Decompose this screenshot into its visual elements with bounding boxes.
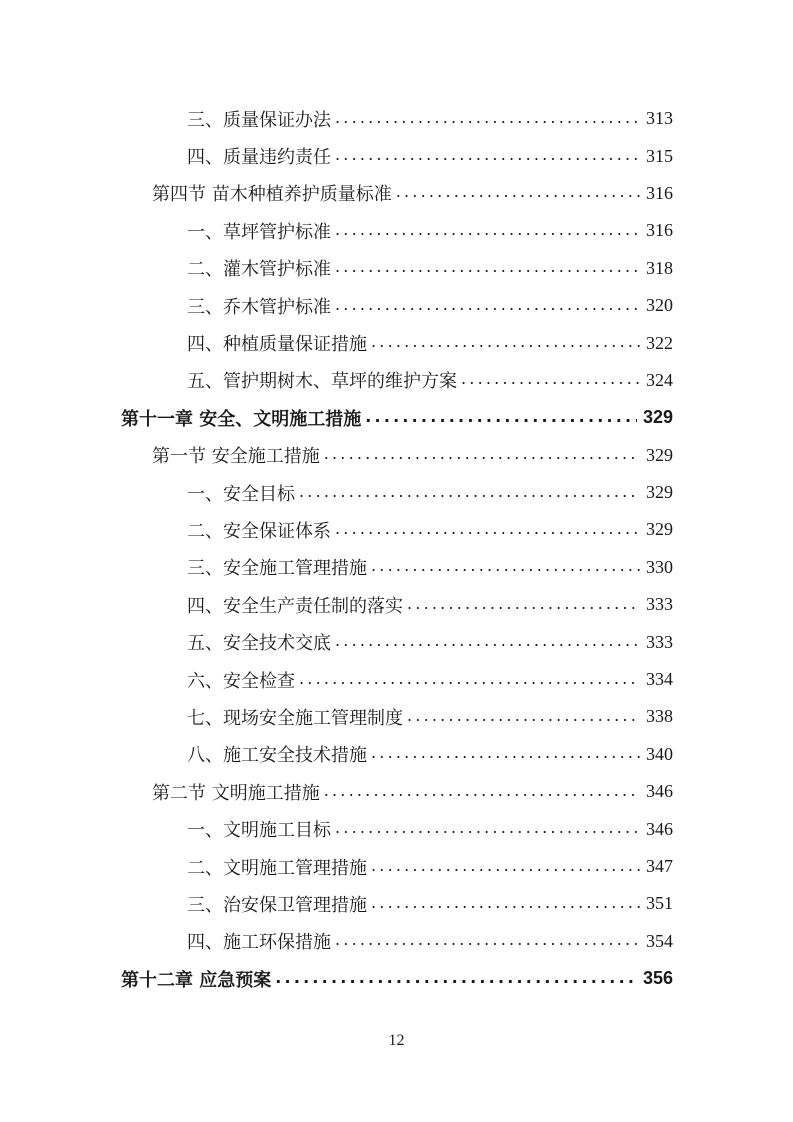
- toc-dot-leader: [275, 970, 637, 988]
- toc-entry-title: 一、安全目标: [187, 483, 295, 505]
- page-number: 12: [388, 1032, 405, 1049]
- toc-entry-page: 340: [646, 743, 673, 764]
- toc-dot-leader: [324, 783, 640, 801]
- toc-dot-leader: [335, 521, 640, 539]
- toc-dot-leader: [396, 184, 640, 202]
- toc-entry-page: 330: [646, 556, 673, 577]
- toc-entry-page: 334: [646, 669, 673, 690]
- toc-dot-leader: [324, 446, 640, 464]
- toc-entry-title: 三、治安保卫管理措施: [187, 894, 367, 916]
- toc-entry-title: 一、草坪管护标准: [187, 221, 331, 243]
- toc-entry-title: 四、施工环保措施: [187, 932, 331, 954]
- toc-entry-title: 第十二章 应急预案: [121, 969, 272, 991]
- toc-dot-leader: [371, 895, 640, 913]
- toc-dot-leader: [335, 110, 640, 128]
- toc-entry-title: 五、管护期树木、草坪的维护方案: [187, 371, 457, 393]
- toc-entry-page: 315: [646, 145, 673, 166]
- toc-entry-title: 六、安全检查: [187, 670, 295, 692]
- toc-entry-page: 320: [646, 295, 673, 316]
- toc-entry[interactable]: [0, 623, 793, 660]
- toc-entry-page: 329: [646, 444, 673, 465]
- toc-entry[interactable]: [0, 399, 793, 436]
- toc-dot-leader: [407, 596, 640, 614]
- table-of-contents: [0, 100, 793, 997]
- toc-entry-title: 七、现场安全施工管理制度: [187, 707, 403, 729]
- toc-entry[interactable]: [0, 810, 793, 847]
- toc-dot-leader: [335, 932, 640, 950]
- toc-entry[interactable]: [0, 661, 793, 698]
- toc-dot-leader: [299, 671, 640, 689]
- toc-dot-leader: [335, 820, 640, 838]
- toc-entry-page: 346: [646, 818, 673, 839]
- toc-entry-page: 316: [646, 220, 673, 241]
- toc-entry[interactable]: [0, 287, 793, 324]
- toc-dot-leader: [335, 297, 640, 315]
- toc-entry[interactable]: [0, 960, 793, 997]
- toc-entry-title: 一、文明施工目标: [187, 820, 331, 842]
- toc-entry[interactable]: [0, 324, 793, 361]
- toc-entry-title: 三、乔木管护标准: [187, 296, 331, 318]
- toc-dot-leader: [407, 708, 640, 726]
- toc-entry[interactable]: [0, 586, 793, 623]
- toc-dot-leader: [335, 259, 640, 277]
- toc-entry[interactable]: [0, 362, 793, 399]
- toc-entry-title: 第十一章 安全、文明施工措施: [121, 408, 362, 430]
- toc-dot-leader: [371, 745, 640, 763]
- toc-entry-page: 329: [642, 407, 673, 428]
- toc-entry-page: 338: [646, 706, 673, 727]
- toc-entry-page: 347: [646, 856, 673, 876]
- toc-entry[interactable]: [0, 736, 793, 773]
- toc-entry-page: 316: [646, 182, 673, 203]
- toc-entry[interactable]: [0, 212, 793, 249]
- toc-dot-leader: [371, 334, 640, 352]
- toc-dot-leader: [371, 558, 640, 576]
- toc-entry[interactable]: [0, 773, 793, 810]
- toc-entry-page: 324: [646, 369, 673, 390]
- toc-entry-page: 329: [646, 519, 673, 540]
- toc-entry-page: 313: [646, 108, 673, 129]
- toc-entry-title: 五、安全技术交底: [187, 633, 331, 655]
- toc-entry-page: 318: [646, 257, 673, 278]
- toc-entry[interactable]: [0, 848, 793, 885]
- toc-entry-page: 346: [646, 781, 673, 802]
- toc-entry[interactable]: [0, 885, 793, 922]
- toc-entry-title: 第一节 安全施工措施: [152, 446, 320, 468]
- toc-entry-title: 第二节 文明施工措施: [152, 782, 320, 804]
- toc-dot-leader: [365, 409, 637, 427]
- toc-dot-leader: [335, 222, 640, 240]
- toc-entry[interactable]: [0, 923, 793, 960]
- toc-entry-page: 354: [646, 930, 673, 951]
- toc-entry-page: 351: [646, 893, 673, 914]
- toc-entry-title: 二、安全保证体系: [187, 520, 331, 542]
- toc-dot-leader: [461, 371, 640, 389]
- toc-entry-title: 四、种植质量保证措施: [187, 334, 367, 356]
- toc-entry-title: 三、质量保证办法: [187, 109, 331, 131]
- toc-entry-page: 329: [646, 482, 673, 503]
- toc-entry-title: 第四节 苗木种植养护质量标准: [152, 184, 392, 206]
- toc-entry[interactable]: [0, 437, 793, 474]
- toc-entry-title: 三、安全施工管理措施: [187, 558, 367, 580]
- toc-entry-page: 322: [646, 332, 673, 353]
- toc-entry-title: 二、灌木管护标准: [187, 259, 331, 281]
- toc-entry[interactable]: [0, 175, 793, 212]
- toc-entry-title: 八、施工安全技术措施: [187, 745, 367, 767]
- toc-entry[interactable]: [0, 250, 793, 287]
- toc-entry[interactable]: [0, 698, 793, 735]
- toc-entry[interactable]: [0, 511, 793, 548]
- toc-dot-leader: [335, 633, 640, 651]
- toc-entry-title: 二、文明施工管理措施: [187, 857, 367, 879]
- toc-entry-title: 四、安全生产责任制的落实: [187, 595, 403, 617]
- toc-entry-page: 333: [646, 631, 673, 652]
- toc-entry-title: 四、质量违约责任: [187, 147, 331, 169]
- toc-entry[interactable]: [0, 549, 793, 586]
- toc-entry-page: 356: [642, 968, 673, 989]
- toc-dot-leader: [335, 147, 640, 165]
- toc-entry[interactable]: [0, 100, 793, 137]
- toc-dot-leader: [371, 858, 640, 876]
- toc-dot-leader: [299, 484, 640, 502]
- toc-entry[interactable]: [0, 137, 793, 174]
- toc-entry[interactable]: [0, 474, 793, 511]
- toc-entry-page: 333: [646, 594, 673, 615]
